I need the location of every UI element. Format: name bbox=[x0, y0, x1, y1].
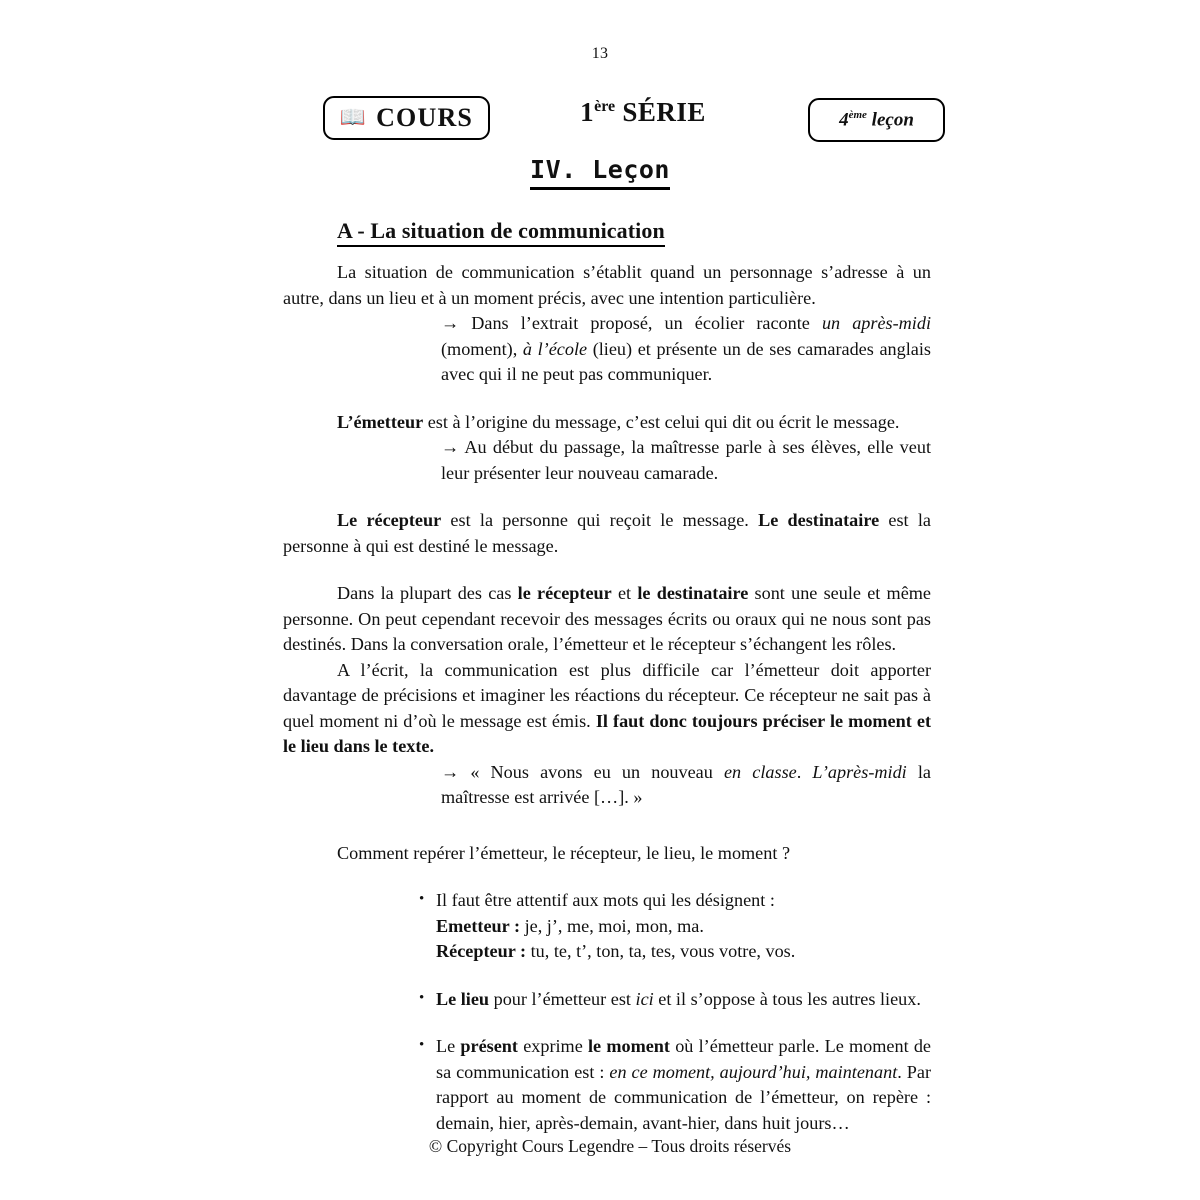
paragraph-1 bbox=[283, 260, 931, 311]
page-header bbox=[283, 93, 943, 149]
list-item bbox=[283, 888, 931, 965]
serie-title bbox=[533, 97, 753, 128]
spacer bbox=[283, 811, 931, 841]
spacer bbox=[283, 866, 931, 888]
spacer bbox=[283, 388, 931, 410]
lecon-ordinal: ème bbox=[848, 108, 867, 121]
example-3-a: → « Nous avons eu un nouveau bbox=[441, 761, 724, 782]
cours-badge-label: COURS bbox=[376, 103, 474, 132]
example-1-a: → Dans l’extrait proposé, un écolier raconte bbox=[441, 313, 822, 333]
lesson-heading-text: IV. Leçon bbox=[530, 155, 670, 190]
footer bbox=[0, 1136, 1200, 1157]
bullet-2-mid: pour l’émetteur est bbox=[489, 988, 636, 1009]
example-1 bbox=[283, 311, 931, 388]
example-3-b: . bbox=[796, 761, 813, 782]
bullet-3-italic: en ce moment, aujourd’hui, maintenant bbox=[609, 1061, 898, 1082]
bullet-1-text: Il faut être attentif aux mots qui les désignent : bbox=[436, 890, 775, 910]
paragraph-3-end: est la personne à qui est destiné le message. bbox=[283, 510, 931, 556]
list-item bbox=[283, 987, 931, 1013]
example-2 bbox=[283, 435, 931, 486]
paragraph-3-bold-2: Le destinataire bbox=[758, 510, 880, 530]
bullet-2-italic: ici bbox=[635, 988, 654, 1009]
bullet-1-sub-2-value: tu, te, t’, ton, ta, tes, vous votre, vos. bbox=[526, 941, 796, 961]
example-1-italic-2: à l’école bbox=[522, 338, 588, 359]
paragraph-2-bold: L’émetteur bbox=[337, 411, 424, 432]
bullet-1-sub-1-label: Emetteur : bbox=[436, 915, 521, 936]
spacer bbox=[283, 1012, 931, 1034]
example-1-italic-1: un après-midi bbox=[821, 313, 932, 333]
paragraph-4-c: sont une seule et même personne. On peut cependant recevoir des messages écrits ou oraux qui ne nous sont pas destinés. Dans la conversation orale, l’émetteur et le récepteur s’échangent les rôles. bbox=[283, 583, 931, 654]
page-number: 13 bbox=[591, 45, 609, 62]
paragraph-3-mid: est la personne qui reçoit le message. bbox=[441, 510, 759, 530]
lecon-badge bbox=[808, 98, 945, 142]
serie-ordinal: ère bbox=[594, 98, 616, 115]
copyright-text: © Copyright Cours Legendre – Tous droits réservés bbox=[428, 1136, 792, 1156]
bullet-list bbox=[283, 888, 931, 1136]
section-heading-text: A - La situation de communication bbox=[337, 218, 665, 247]
example-3-italic-1: en classe bbox=[723, 761, 797, 782]
example-1-b: (moment), bbox=[441, 338, 523, 359]
serie-number: 1 bbox=[580, 97, 595, 127]
paragraph-3 bbox=[283, 508, 931, 559]
question-text: Comment repérer l’émetteur, le récepteur, le lieu, le moment ? bbox=[337, 842, 791, 863]
bullet-3-bold-1: présent bbox=[460, 1036, 518, 1056]
paragraph-5-bold: Il faut donc toujours préciser le moment et le lieu dans le texte. bbox=[283, 710, 932, 756]
lecon-badge-label bbox=[839, 109, 914, 131]
bullet-1-sub-2-label: Récepteur : bbox=[436, 941, 527, 961]
paragraph-5 bbox=[283, 658, 931, 760]
document-body bbox=[283, 260, 931, 1136]
bullet-3-c: où l’émetteur parle. Le moment de sa communication est : bbox=[436, 1036, 931, 1082]
bullet-2-end: et il s’oppose à tous les autres lieux. bbox=[653, 988, 921, 1009]
lesson-heading bbox=[0, 155, 1200, 184]
paragraph-4-bold-1: le récepteur bbox=[517, 583, 612, 603]
cours-badge bbox=[323, 96, 490, 140]
spacer bbox=[283, 559, 931, 581]
serie-label: SÉRIE bbox=[622, 97, 706, 127]
lecon-number: 4 bbox=[839, 109, 849, 131]
lecon-word: leçon bbox=[871, 109, 914, 131]
paragraph-5-a: A l’écrit, la communication est plus difficile car l’émetteur doit apporter davantage de précisions et imaginer les réactions du récepteur. Ce récepteur ne sait pas à quel moment ni d’où le message est émis. bbox=[283, 659, 931, 731]
paragraph-3-bold-1: Le récepteur bbox=[337, 510, 442, 530]
paragraph-2 bbox=[283, 410, 931, 436]
bullet-1-sub-1 bbox=[436, 914, 931, 940]
open-book-icon: 📖 bbox=[339, 104, 367, 129]
paragraph-1-text: La situation de communication s’établit quand un personnage s’adresse à un autre, dans un lieu et à un moment précis, avec une intention particulière. bbox=[283, 262, 931, 308]
paragraph-4 bbox=[283, 581, 931, 658]
example-1-c: (lieu) et présente un de ses camarades anglais avec qui il ne peut pas communiquer. bbox=[441, 338, 931, 384]
question-line bbox=[283, 841, 931, 867]
bullet-2-bold: Le lieu bbox=[436, 988, 490, 1009]
example-3-c: la maîtresse est arrivée […]. » bbox=[441, 761, 931, 807]
example-2-text: → Au début du passage, la maîtresse parle à ses élèves, elle veut leur présenter leur nouveau camarade. bbox=[441, 437, 931, 483]
spacer bbox=[283, 965, 931, 987]
paragraph-4-bold-2: le destinataire bbox=[637, 583, 749, 603]
paragraph-2-rest: est à l’origine du message, c’est celui qui dit ou écrit le message. bbox=[423, 411, 900, 432]
bullet-3-bold-2: le moment bbox=[588, 1036, 670, 1056]
bullet-3-a: Le bbox=[436, 1036, 461, 1056]
paragraph-4-a: Dans la plupart des cas bbox=[337, 583, 518, 603]
bullet-3-d: . Par rapport au moment de communication de l’émetteur, on repère : demain, hier, après-demain, avant-hier, dans huit jours… bbox=[436, 1061, 931, 1133]
paragraph-4-b: et bbox=[611, 583, 638, 603]
example-3 bbox=[283, 760, 931, 811]
bullet-3-b: exprime bbox=[517, 1036, 588, 1056]
section-heading bbox=[337, 218, 665, 244]
spacer bbox=[283, 486, 931, 508]
example-3-italic-2: L’après-midi bbox=[812, 761, 907, 782]
bullet-1-sub-2 bbox=[436, 939, 931, 965]
list-item bbox=[283, 1034, 931, 1136]
bullet-1-sub-1-value: je, j’, me, moi, mon, ma. bbox=[520, 915, 704, 936]
